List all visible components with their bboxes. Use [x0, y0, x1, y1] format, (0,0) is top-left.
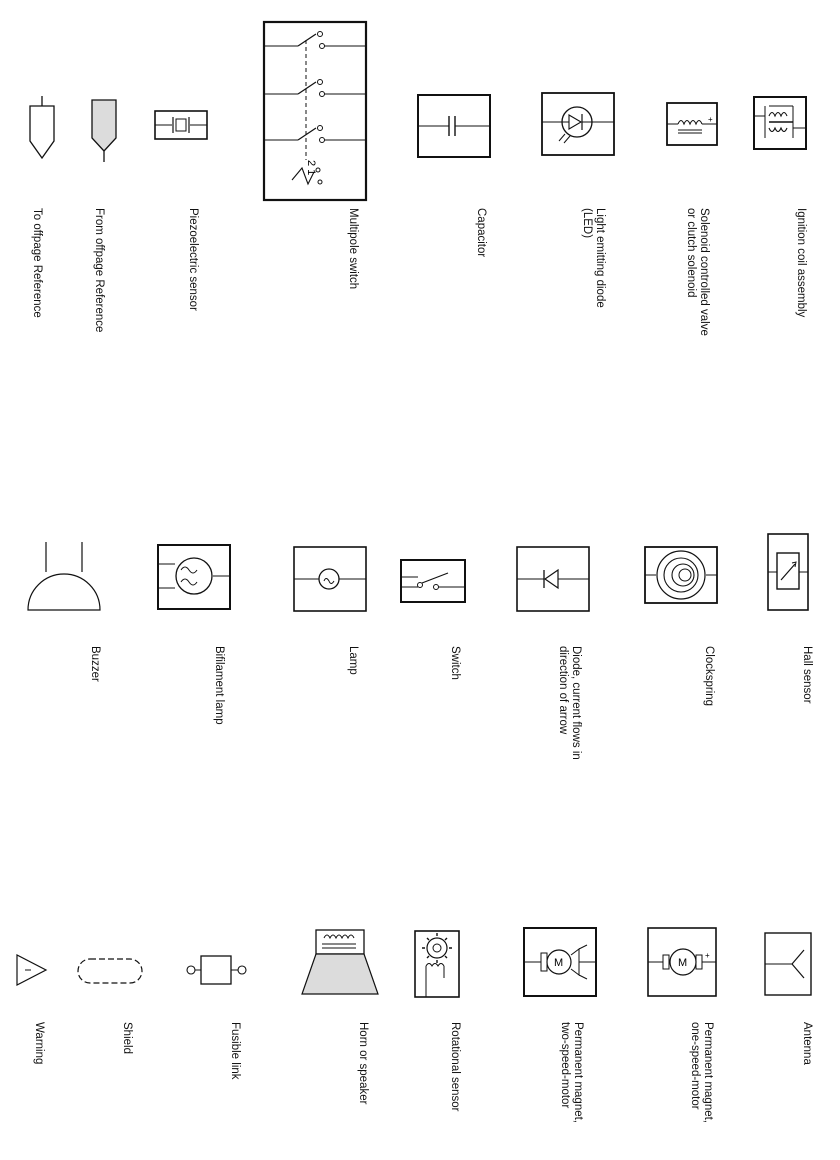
- piezoelectric-sensor-label: Piezoelectric sensor: [187, 208, 199, 311]
- antenna-label: Antenna: [801, 1022, 813, 1065]
- shield-symbol: [74, 956, 146, 986]
- two-speed-motor-label-line2: two-speed-motor: [559, 1022, 571, 1109]
- fusible-link-symbol: [184, 953, 254, 987]
- from-offpage-reference-symbol: [86, 96, 126, 166]
- two-speed-motor-symbol: [521, 925, 601, 999]
- capacitor-symbol: [415, 92, 495, 160]
- antenna-symbol: [762, 930, 818, 998]
- led-label: [580, 208, 606, 308]
- svg-text:+: +: [705, 951, 710, 960]
- warning-label: Warning: [33, 1022, 45, 1065]
- piezoelectric-sensor-symbol: [152, 108, 212, 142]
- one-speed-motor-label-line1: Permanent magnet,: [702, 1022, 714, 1124]
- two-speed-motor-label: [558, 1022, 584, 1123]
- one-speed-motor-label-line2: one-speed-motor: [689, 1022, 701, 1110]
- capacitor-label: Capacitor: [475, 208, 487, 258]
- from-offpage-reference-label: From offpage Reference: [93, 208, 105, 333]
- two-speed-motor-letter: M: [554, 957, 564, 969]
- led-label-line2: (LED): [581, 208, 593, 239]
- ignition-coil-symbol: [751, 94, 811, 154]
- multipole-switch-symbol: [262, 20, 368, 202]
- to-offpage-reference-symbol: [24, 96, 64, 166]
- diode-label: [556, 646, 582, 760]
- multipole-contact-numbers: 2 1: [305, 160, 317, 176]
- lamp-symbol: [291, 544, 371, 614]
- diode-label-line2: direction of arrow: [557, 646, 569, 735]
- one-speed-motor-letter: M: [678, 957, 688, 969]
- hall-sensor-label: Hall sensor: [801, 646, 813, 704]
- diode-label-line1: Diode, current flows in: [570, 646, 582, 760]
- one-speed-motor-symbol: [645, 925, 721, 999]
- solenoid-symbol: [664, 100, 724, 150]
- lamp-label: Lamp: [347, 646, 359, 675]
- warning-symbol: [12, 952, 50, 990]
- hall-sensor-symbol: [765, 531, 815, 613]
- solenoid-label-line2: or clutch solenoid: [685, 208, 697, 298]
- clockspring-symbol: [642, 544, 722, 608]
- led-symbol: [539, 90, 619, 158]
- solenoid-label-line1: Solenoid controlled valve: [698, 208, 710, 336]
- svg-text:+: +: [708, 115, 713, 124]
- bifilament-lamp-symbol: [155, 542, 235, 612]
- legend-title: Wiring diagram symbols: [4, 1146, 15, 1147]
- solenoid-label: [684, 208, 710, 336]
- one-speed-motor-label: [688, 1022, 714, 1123]
- switch-symbol: [398, 557, 468, 605]
- clockspring-label: Clockspring: [703, 646, 715, 707]
- led-label-line1: Light emitting diode: [594, 208, 606, 308]
- multipole-switch-label: Multipole switch: [347, 208, 359, 290]
- horn-label: Horn or speaker: [357, 1022, 369, 1105]
- to-offpage-reference-label: To offpage Reference: [31, 208, 43, 318]
- shield-label: Shield: [121, 1022, 133, 1054]
- buzzer-label: Buzzer: [89, 646, 101, 682]
- buzzer-symbol: [20, 540, 110, 614]
- diode-symbol: [514, 544, 594, 614]
- two-speed-motor-label-line1: Permanent magnet,: [572, 1022, 584, 1124]
- bifilament-lamp-label: Bifilament lamp: [213, 646, 225, 725]
- fusible-link-label: Fusible link: [229, 1022, 241, 1080]
- rotational-sensor-label: Rotational sensor: [449, 1022, 461, 1112]
- horn-symbol: [298, 926, 382, 998]
- ignition-coil-label: Ignition coil assembly: [795, 208, 807, 318]
- rotational-sensor-symbol: [412, 928, 464, 1000]
- switch-label: Switch: [449, 646, 461, 680]
